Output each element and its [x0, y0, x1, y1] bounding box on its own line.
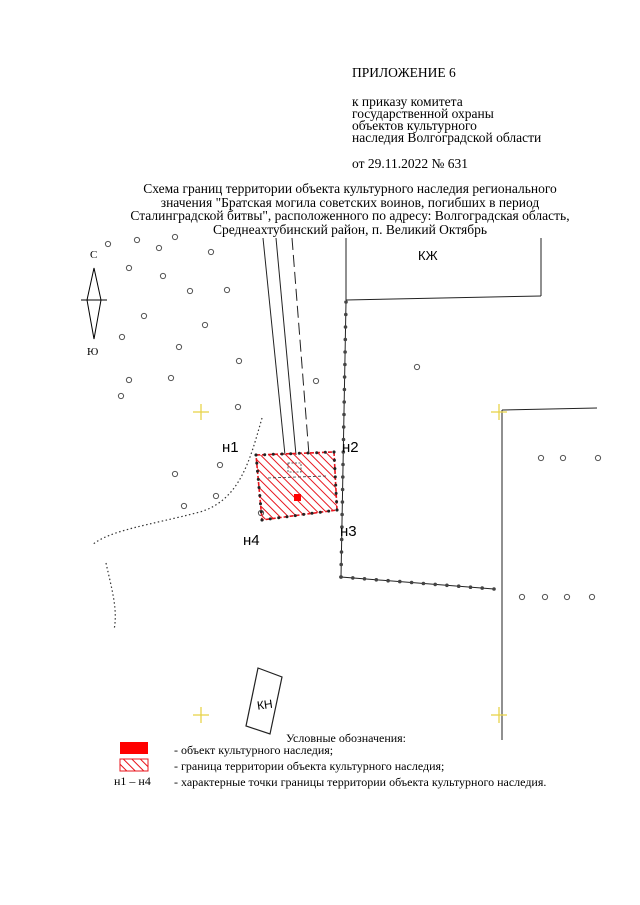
tree-symbol-icon: [564, 594, 569, 599]
boundary-vertex-icon: [324, 451, 327, 454]
fence-post-icon: [343, 363, 347, 367]
order-line-3: объектов культурного: [352, 118, 477, 133]
boundary-vertex-icon: [315, 451, 318, 454]
heritage-territory-boundary: [255, 451, 339, 522]
order-line-4: наследия Волгоградской области: [352, 130, 542, 145]
fence-post-icon: [343, 350, 347, 354]
legend-boundary-swatch: [120, 759, 148, 771]
tree-symbol-icon: [119, 334, 124, 339]
boundary-vertex-icon: [333, 459, 336, 462]
appendix-title: ПРИЛОЖЕНИЕ 6: [352, 65, 456, 80]
boundary-vertex-icon: [336, 509, 339, 512]
boundary-vertex-icon: [311, 512, 314, 515]
fence-post-icon: [341, 500, 345, 504]
point-label-n1: н1: [222, 439, 239, 456]
boundary-vertex-icon: [281, 453, 284, 456]
right-block-boundary: [502, 408, 597, 740]
tree-symbol-icon: [236, 358, 241, 363]
fence-post-icon: [422, 582, 426, 586]
tree-symbol-icon: [134, 237, 139, 242]
fence-post-icon: [340, 550, 344, 554]
tree-symbol-icon: [160, 273, 165, 278]
tree-symbol-icon: [595, 455, 600, 460]
boundary-vertex-icon: [269, 517, 272, 520]
tree-symbol-icon: [414, 364, 419, 369]
legend-object-swatch: [120, 742, 148, 754]
tree-symbol-icon: [172, 234, 177, 239]
boundary-vertex-icon: [294, 514, 297, 517]
fence-post-icon: [344, 313, 348, 317]
heritage-object-marker: [294, 494, 301, 501]
tree-symbol-icon: [126, 265, 131, 270]
fence-post-icon: [343, 388, 347, 392]
tree-symbol-icon: [519, 594, 524, 599]
boundary-vertex-icon: [307, 452, 310, 455]
boundary-vertex-icon: [334, 484, 337, 487]
fence-post-icon: [363, 577, 367, 581]
tree-symbol-icon: [217, 462, 222, 467]
fence-post-icon: [375, 578, 379, 582]
compass-icon: [81, 268, 107, 339]
fence-line: [339, 300, 496, 591]
tree-symbol-icon: [235, 404, 240, 409]
tree-symbol-icon: [313, 378, 318, 383]
boundary-vertex-icon: [277, 516, 280, 519]
tree-symbol-icon: [224, 287, 229, 292]
tree-symbol-icon: [589, 594, 594, 599]
zone-kn-label: КН: [256, 696, 274, 713]
legend-item-boundary: - граница территории объекта культурного наследия;: [174, 759, 445, 773]
tree-symbol-icon: [187, 288, 192, 293]
title-line-1: Схема границ территории объекта культурного наследия регионального: [143, 181, 557, 196]
boundary-vertex-icon: [327, 510, 330, 513]
fence-post-icon: [445, 584, 449, 588]
boundary-vertex-icon: [255, 454, 258, 457]
legend-item-points: - характерные точки границы территории объекта культурного наследия.: [174, 775, 547, 789]
fence-post-icon: [340, 513, 344, 517]
title-line-2: значения "Братская могила советских воинов, погибших в период: [160, 194, 540, 210]
fence-post-icon: [480, 586, 484, 590]
fence-post-icon: [342, 400, 346, 404]
tree-symbol-icon: [141, 313, 146, 318]
boundary-vertex-icon: [258, 486, 261, 489]
order-date-number: от 29.11.2022 № 631: [352, 156, 468, 171]
boundary-vertex-icon: [258, 494, 261, 497]
boundary-vertex-icon: [261, 519, 264, 522]
tree-symbol-icon: [213, 493, 218, 498]
tree-symbol-icon: [538, 455, 543, 460]
tree-symbol-icon: [168, 375, 173, 380]
road: [263, 238, 309, 455]
fence-post-icon: [344, 300, 348, 304]
fence-post-icon: [339, 575, 343, 579]
fence-post-icon: [341, 475, 345, 479]
tree-symbol-icon: [181, 503, 186, 508]
fence-post-icon: [342, 413, 346, 417]
tree-symbol-icon: [176, 344, 181, 349]
boundary-vertex-icon: [259, 502, 262, 505]
tree-symbol-icon: [542, 594, 547, 599]
fence-post-icon: [343, 375, 347, 379]
boundary-vertex-icon: [257, 478, 260, 481]
fence-post-icon: [344, 325, 348, 329]
boundary-vertex-icon: [335, 500, 338, 503]
vegetation-symbols: [105, 234, 600, 599]
fence-post-icon: [341, 488, 345, 492]
fence-post-icon: [342, 425, 346, 429]
boundary-vertex-icon: [263, 453, 266, 456]
zone-kzh-boundary: [346, 238, 541, 300]
boundary-vertex-icon: [260, 510, 263, 513]
tree-symbol-icon: [560, 455, 565, 460]
boundary-vertex-icon: [335, 492, 338, 495]
boundary-vertex-icon: [255, 462, 258, 465]
legend-points-symbol: н1 – н4: [114, 774, 151, 788]
fence-post-icon: [469, 585, 473, 589]
title-line-4: Среднеахтубинский район, п. Великий Октябрь: [212, 221, 488, 237]
tree-symbol-icon: [208, 249, 213, 254]
point-label-n3: н3: [340, 523, 357, 540]
legend-item-object: - объект культурного наследия;: [174, 743, 334, 757]
boundary-vertex-icon: [256, 470, 259, 473]
fence-post-icon: [339, 563, 343, 567]
tree-symbol-icon: [126, 377, 131, 382]
boundary-vertex-icon: [286, 515, 289, 518]
boundary-vertex-icon: [302, 513, 305, 516]
fence-post-icon: [492, 587, 496, 591]
boundary-vertex-icon: [289, 452, 292, 455]
boundary-vertex-icon: [334, 475, 337, 478]
boundary-vertex-icon: [333, 467, 336, 470]
fence-post-icon: [341, 463, 345, 467]
boundary-vertex-icon: [272, 453, 275, 456]
tree-symbol-icon: [105, 241, 110, 246]
order-line-2: государственной охраны: [352, 106, 494, 121]
title-line-3: Сталинградской битвы", расположенного по адресу: Волгоградская область,: [130, 208, 570, 223]
point-label-n2: н2: [342, 439, 359, 456]
point-label-n4: н4: [243, 532, 260, 549]
tree-symbol-icon: [202, 322, 207, 327]
order-line-1: к приказу комитета: [352, 94, 463, 109]
fence-post-icon: [386, 579, 390, 583]
compass-south-label: Ю: [87, 346, 99, 358]
boundary-vertex-icon: [333, 451, 336, 454]
boundary-vertex-icon: [319, 511, 322, 514]
fence-post-icon: [398, 580, 402, 584]
fence-post-icon: [344, 338, 348, 342]
zone-kzh-label: КЖ: [418, 248, 438, 263]
fence-post-icon: [457, 584, 461, 588]
tree-symbol-icon: [118, 393, 123, 398]
tree-symbol-icon: [156, 245, 161, 250]
compass-north-label: С: [90, 249, 98, 261]
fence-post-icon: [410, 581, 414, 585]
boundary-vertex-icon: [298, 452, 301, 455]
tree-symbol-icon: [172, 471, 177, 476]
fence-post-icon: [351, 576, 355, 580]
legend-heading: Условные обозначения:: [286, 731, 407, 745]
fence-post-icon: [433, 583, 437, 587]
